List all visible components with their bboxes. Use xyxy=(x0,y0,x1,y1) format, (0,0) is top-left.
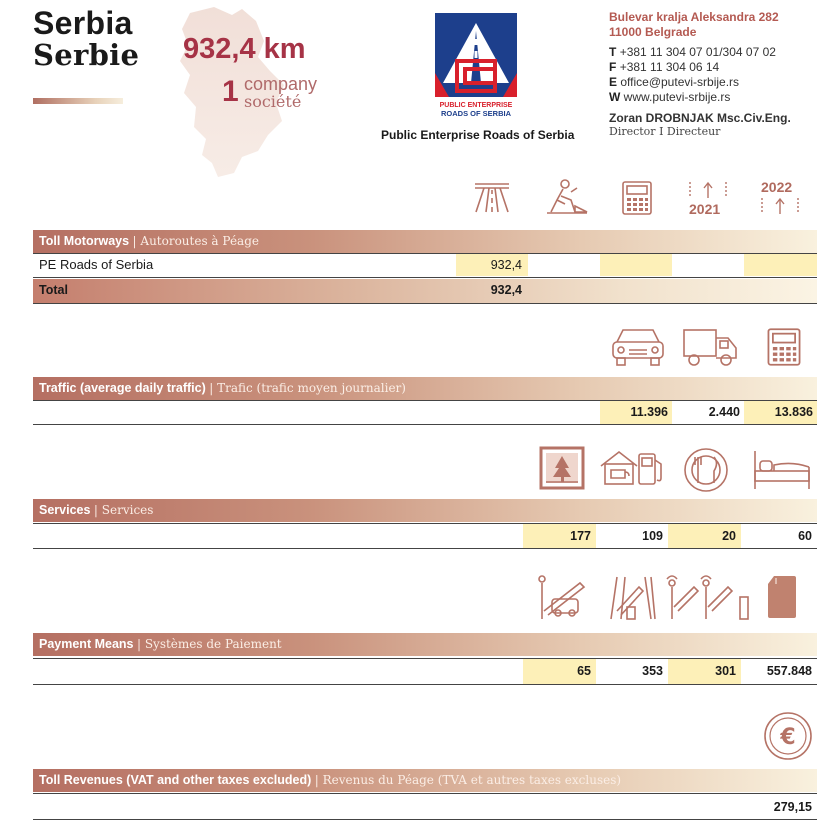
arrow-2021-icon xyxy=(688,180,728,200)
toll-motorways-title-en: Toll Motorways xyxy=(39,234,130,248)
web-link[interactable]: www.putevi-srbije.rs xyxy=(623,90,731,104)
calculator-icon xyxy=(766,327,802,367)
manual-toll-icon xyxy=(534,573,586,621)
services-restaurants: 20 xyxy=(722,529,736,543)
section-bar-payment: Payment Means | Systèmes de Paiement xyxy=(33,633,817,656)
total-row xyxy=(33,279,817,303)
address-block xyxy=(609,10,779,40)
services-fuel-stations: 109 xyxy=(642,529,663,543)
divider xyxy=(33,819,817,820)
web-prefix: W xyxy=(609,90,621,104)
fax-value: +381 11 304 06 14 xyxy=(619,60,720,74)
email-prefix: E xyxy=(609,75,618,89)
contact-block xyxy=(609,45,776,105)
address-line1: Bulevar kralja Aleksandra 282 xyxy=(609,10,779,24)
divider xyxy=(33,303,817,304)
section-bar-revenues: Toll Revenues (VAT and other taxes excluded) | Revenus du Péage (TVA et autres taxes excluses) xyxy=(33,769,817,792)
services-hotels: 60 xyxy=(798,529,812,543)
services-title-fr: Services xyxy=(101,503,154,517)
payment-title-en: Payment Means xyxy=(39,637,134,651)
motorway-icon xyxy=(472,178,512,214)
payment-tags: 557.848 xyxy=(766,664,812,678)
section-bar-services: Services | Services xyxy=(33,499,817,522)
revenues-title-fr: Revenus du Péage (TVA et autres taxes excluses) xyxy=(322,773,622,787)
highlight-cell xyxy=(600,254,672,276)
contact-tel xyxy=(609,45,776,60)
company-label-fr: société xyxy=(244,92,302,111)
traffic-total: 13.836 xyxy=(774,405,813,419)
payment-manual: 65 xyxy=(577,664,591,678)
total-label: Total xyxy=(39,283,68,297)
divider xyxy=(33,548,817,549)
payment-automatic: 353 xyxy=(642,664,663,678)
fax-prefix: F xyxy=(609,60,617,74)
services-rest-areas: 177 xyxy=(570,529,591,543)
row-label-company: PE Roads of Serbia xyxy=(39,257,154,272)
automatic-toll-icon xyxy=(607,573,657,621)
car-icon xyxy=(611,326,665,368)
divider xyxy=(33,400,817,401)
toll-motorways-title-fr: Autoroutes à Péage xyxy=(140,234,259,248)
traffic-title-fr: Trafic (trafic moyen journalier) xyxy=(217,381,406,395)
title-accent-bar xyxy=(33,98,123,104)
country-name-fr: Serbie xyxy=(33,38,140,72)
network-length: 932,4 km xyxy=(183,33,306,65)
tel-value: +381 11 304 07 01/304 07 02 xyxy=(619,45,776,59)
fuel-station-icon xyxy=(599,448,665,488)
divider xyxy=(33,793,817,794)
divider xyxy=(33,277,817,278)
year-2021: 2021 xyxy=(689,201,721,217)
company-count: 1 xyxy=(222,75,239,108)
divider xyxy=(33,253,817,254)
truck-icon xyxy=(682,326,738,368)
director-role: Director I Directeur xyxy=(609,125,721,138)
address-line2: 11000 Belgrade xyxy=(609,25,697,39)
logo-caption: Public Enterprise Roads of Serbia xyxy=(381,128,575,142)
euro-icon xyxy=(763,711,813,761)
payment-electronic: 301 xyxy=(715,664,736,678)
logo-text-2: ROADS OF SERBIA xyxy=(440,109,512,118)
arrow-2022-icon xyxy=(760,196,800,216)
contact-email xyxy=(609,75,776,90)
total-value: 932,4 xyxy=(490,283,522,297)
traffic-heavy-vehicles: 2.440 xyxy=(708,405,740,419)
svg-text:€: € xyxy=(780,725,796,750)
traffic-light-vehicles: 11.396 xyxy=(630,405,668,419)
company-label-en: company xyxy=(244,74,318,94)
electronic-toll-icon xyxy=(666,573,750,621)
contact-fax xyxy=(609,60,776,75)
tag-icon xyxy=(766,574,798,620)
roadworks-icon xyxy=(545,178,589,216)
restaurant-icon xyxy=(683,447,729,493)
logo-text-1: PUBLIC ENTERPRISE xyxy=(439,102,513,109)
divider xyxy=(33,424,817,425)
director-name: Zoran DROBNJAK Msc.Civ.Eng. xyxy=(609,111,791,125)
services-title-en: Services xyxy=(39,503,91,517)
contact-web xyxy=(609,90,776,105)
highlight-cell xyxy=(744,254,817,276)
company-logo xyxy=(435,13,517,121)
email-link[interactable]: office@putevi-srbije.rs xyxy=(620,75,740,89)
year-2022: 2022 xyxy=(761,179,793,195)
revenues-title-en: Toll Revenues (VAT and other taxes excluded) xyxy=(39,773,312,787)
traffic-title-en: Traffic (average daily traffic) xyxy=(39,381,206,395)
divider xyxy=(33,684,817,685)
payment-title-fr: Systèmes de Paiement xyxy=(144,637,282,651)
country-name-en: Serbia xyxy=(33,5,133,41)
row-value-length: 932,4 xyxy=(490,258,522,272)
revenues-value: 279,15 xyxy=(773,800,812,814)
section-bar-toll-motorways: Toll Motorways | Autoroutes à Péage xyxy=(33,230,817,253)
calculator-icon xyxy=(621,180,653,216)
section-bar-traffic: Traffic (average daily traffic) | Trafic (trafic moyen journalier) xyxy=(33,377,817,400)
hotel-icon xyxy=(752,447,812,491)
tel-prefix: T xyxy=(609,45,617,59)
rest-area-icon xyxy=(539,446,585,490)
